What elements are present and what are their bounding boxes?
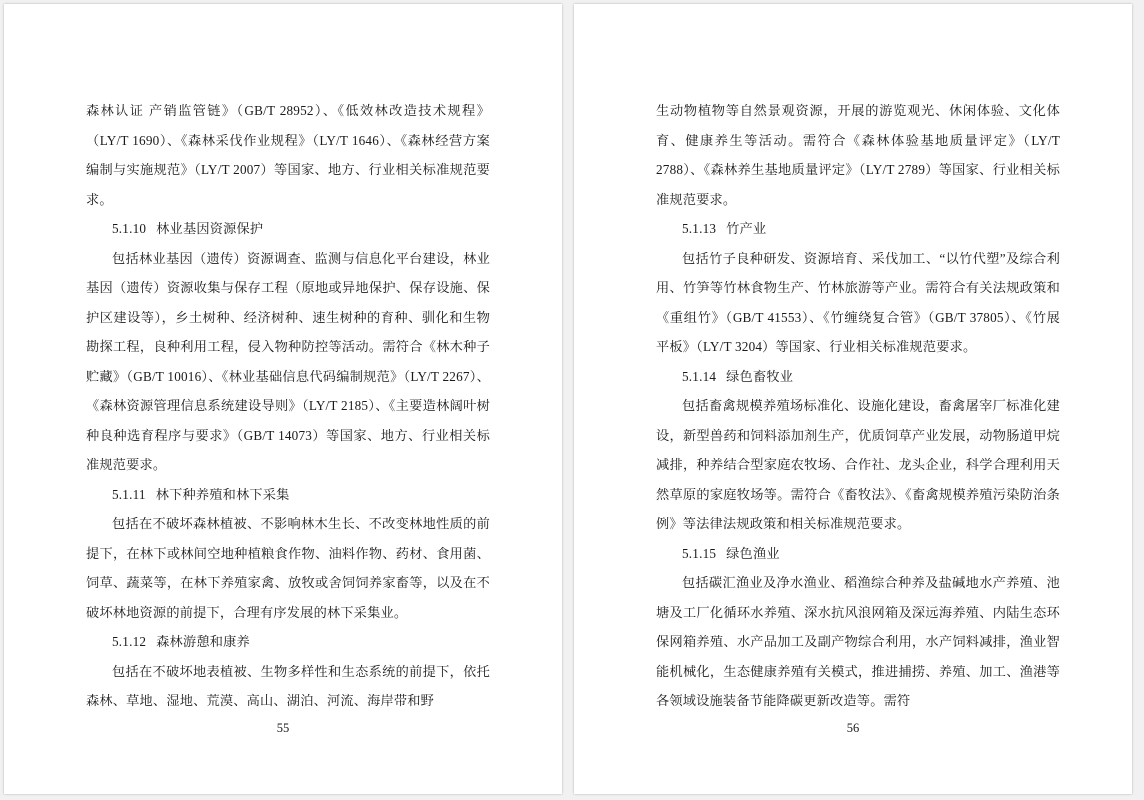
- section-title: 林业基因资源保护: [156, 221, 264, 236]
- section-number: 5.1.11: [112, 486, 146, 502]
- page-number: 55: [276, 721, 290, 735]
- document-page-left: [4, 4, 562, 794]
- paragraph: 森林认证 产销监管链》（GB/T 28952）、《低效林改造技术规程》（LY/T 1690）、《森林采伐作业规程》（LY/T 1646）、《森林经营方案编制与实施规范》（LY/T 2007）等国家、地方、行业相关标准规范要求。: [86, 103, 490, 207]
- section-heading: [656, 362, 1060, 392]
- section-heading: [656, 539, 1060, 569]
- paragraph: 生动物植物等自然景观资源，开展的游览观光、休闲体验、文化体育、健康养生等活动。需符合《森林体验基地质量评定》（LY/T 2788）、《森林养生基地质量评定》（LY/T 2789）等国家、行业相关标准规范要求。: [656, 103, 1060, 207]
- section-title: 森林游憩和康养: [156, 634, 250, 649]
- section-number: 5.1.13: [682, 221, 717, 236]
- paragraph: 包括碳汇渔业及净水渔业、稻渔综合种养及盐碱地水产养殖、池塘及工厂化循环水养殖、深水抗风浪网箱及深远海养殖、内陆生态环保网箱养殖、水产品加工及副产物综合利用，水产饲料减排，渔业智能机械化，生态健康养殖有关模式，推进捕捞、养殖、加工、渔港等各领域设施装备节能降碳更新改造等。需符: [656, 575, 1060, 708]
- paragraph: 包括在不破坏地表植被、生物多样性和生态系统的前提下，依托森林、草地、湿地、荒漠、高山、湖泊、河流、海岸带和野: [86, 663, 490, 708]
- paragraph: 包括在不破坏森林植被、不影响林木生长、不改变林地性质的前提下，在林下或林间空地种植粮食作物、油料作物、药材、食用菌、饲草、蔬菜等，在林下养殖家禽、放牧或舍饲饲养家畜等，以及在不破坏林地资源的前提下，合理有序发展的林下采集业。: [86, 516, 490, 620]
- page-body-left: [86, 96, 490, 716]
- section-title: 绿色渔业: [726, 545, 780, 561]
- section-number: 5.1.10: [112, 221, 147, 236]
- section-title: 竹产业: [726, 221, 767, 236]
- section-number: 5.1.15: [682, 545, 717, 561]
- section-heading: [86, 214, 490, 244]
- page-body-right: [656, 96, 1060, 716]
- paragraph: 包括竹子良种研发、资源培育、采伐加工、“以竹代塑”及综合利用、竹笋等竹林食物生产、竹林旅游等产业。需符合有关法规政策和《重组竹》（GB/T 41553）、《竹缠绕复合管》（GB/T 37805）、《竹展平板》（LY/T 3204）等国家、行业相关标准规范要求。: [656, 250, 1060, 354]
- section-title: 林下种养殖和林下采集: [155, 486, 290, 502]
- document-page-right: [574, 4, 1132, 794]
- section-heading: [656, 214, 1060, 244]
- paragraph: 包括林业基因（遗传）资源调查、监测与信息化平台建设，林业基因（遗传）资源收集与保存工程（原地或异地保护、保存设施、保护区建设等），乡土树种、经济树种、速生树种的育种、驯化和生物勘探工程，良种利用工程，侵入物种防控等活动。需符合《林木种子贮藏》（GB/T 10016）、《林业基础信息代码编制规范》（LY/T 2267）、《森林资源管理信息系统建设导则》（LY/T 2185）、《主要造林阔叶树种良种选育程序与要求》（GB/T 14073）等国家、地方、行业相关标准规范要求。: [86, 250, 490, 472]
- page-number: 56: [846, 721, 860, 735]
- section-number: 5.1.12: [112, 634, 147, 649]
- section-heading: [86, 627, 490, 657]
- paragraph: 包括畜禽规模养殖场标准化、设施化建设，畜禽屠宰厂标准化建设，新型兽药和饲料添加剂生产，优质饲草产业发展，动物肠道甲烷减排，种养结合型家庭农牧场、合作社、龙头企业，科学合理利用天然草原的家庭牧场等。需符合《畜牧法》、《畜禽规模养殖污染防治条例》等法律法规政策和相关标准规范要求。: [656, 398, 1060, 531]
- section-number: 5.1.14: [682, 368, 717, 384]
- section-heading: [86, 480, 490, 510]
- section-title: 绿色畜牧业: [726, 368, 794, 384]
